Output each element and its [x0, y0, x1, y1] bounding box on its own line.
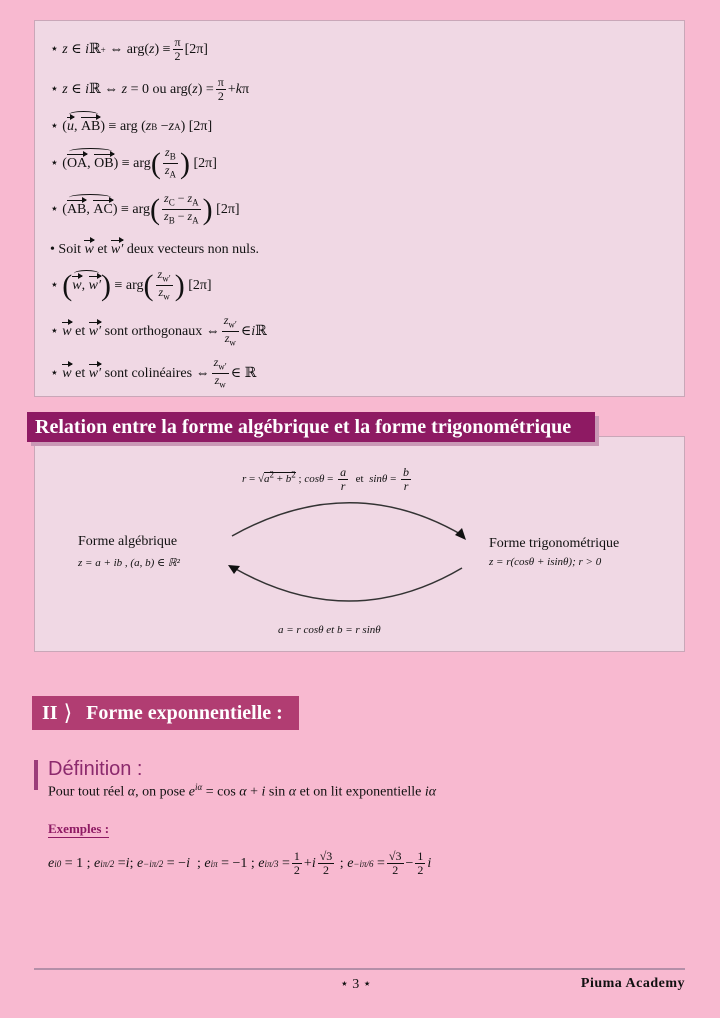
- top-formula: $r = √a^2 + b^2$ ; cosθ = $\frac{a}{r}$ et sinθ = $\frac{b}{r}$: [242, 465, 410, 493]
- arrow-to-trig: [232, 503, 462, 536]
- property-angle-w-w: ⋆ ( w, w′ ) ≡ arg ( $\frac{z_{w'}}{z_w}$ ) [2π]: [50, 267, 212, 302]
- page-number: ⋆ 3 ⋆: [340, 977, 372, 992]
- trig-form-formula: z = r(cosθ + isinθ); r > 0: [489, 556, 602, 568]
- trig-form-title: Forme trigonométrique: [489, 536, 620, 551]
- examples-formulas: e i0 = 1 ; e iπ/2 = i ; e −iπ/2 = − i ; e iπ = −1 ; e iπ/3 = $\frac{1}{2}$ + i $\frac{√3}{2}$ ; e −iπ/6 = $\frac{√3}{2}$ − $\frac{1}{2}$ i: [48, 849, 432, 877]
- property-colinear: ⋆ w et w′ sont colinéaires ⇔ $\frac{z_{w'}}{z_w}$ ∈ ℝ: [50, 355, 257, 390]
- examples-label: Exemples :: [48, 821, 110, 836]
- section-2-title: Forme exponnentielle :: [86, 701, 283, 724]
- arrow-head-right: [455, 528, 466, 540]
- relation-banner: Relation entre la forme algébrique et la forme trigonométrique: [27, 412, 595, 442]
- property-imaginary: ⋆ z ∈ i ℝ ⇔ z = 0 ou arg( z ) = $\frac{\pi}{2}$ + k π: [50, 75, 250, 103]
- section-2-header: II ⟩ Forme exponnentielle :: [32, 696, 299, 730]
- property-orthogonal: ⋆ w et w′ sont orthogonaux ⇔ $\frac{z_{w'}}{z_w}$ ∈ i ℝ: [50, 313, 267, 348]
- brand-name: Piuma Academy: [580, 976, 685, 991]
- algebraic-form-formula: z = a + ib , (a, b) ∈ ℝ²: [78, 557, 180, 569]
- statement-vectors: • Soit w et w′ deux vecteurs non nuls.: [50, 242, 260, 257]
- bottom-formula: a = r cosθ et b = r sinθ: [278, 624, 381, 636]
- definition-bar: [34, 760, 38, 790]
- footer-line: [34, 968, 685, 970]
- property-angle-oa-ob: ⋆ ( OA, OB ) ≡ arg ( $\frac{z_B}{z_A}$ ) [2π]: [50, 145, 217, 180]
- definition-text: Pour tout réel α, on pose $e^{i\alpha} = \cos \alpha + i$ sin α et on lit exponentielle iα: [48, 782, 437, 800]
- property-imaginary-positive: ⋆ z ∈ i ℝ + ⇔ arg( z ) ≡ $\frac{\pi}{2}$ [2π]: [50, 35, 208, 63]
- property-angle-u-ab: ⋆ ( u, AB ) ≡ arg ( z B − z A ) [2π]: [50, 118, 213, 134]
- arrow-to-algebraic: [234, 568, 462, 601]
- property-angle-ab-ac: ⋆ ( AB, AC ) ≡ arg ( $\frac{z_C - z_A}{z_B - z_A}$ ) [2π]: [50, 191, 240, 226]
- definition-title: Définition :: [48, 758, 143, 780]
- algebraic-form-title: Forme algébrique: [78, 534, 178, 549]
- section-2-number: II: [42, 701, 58, 724]
